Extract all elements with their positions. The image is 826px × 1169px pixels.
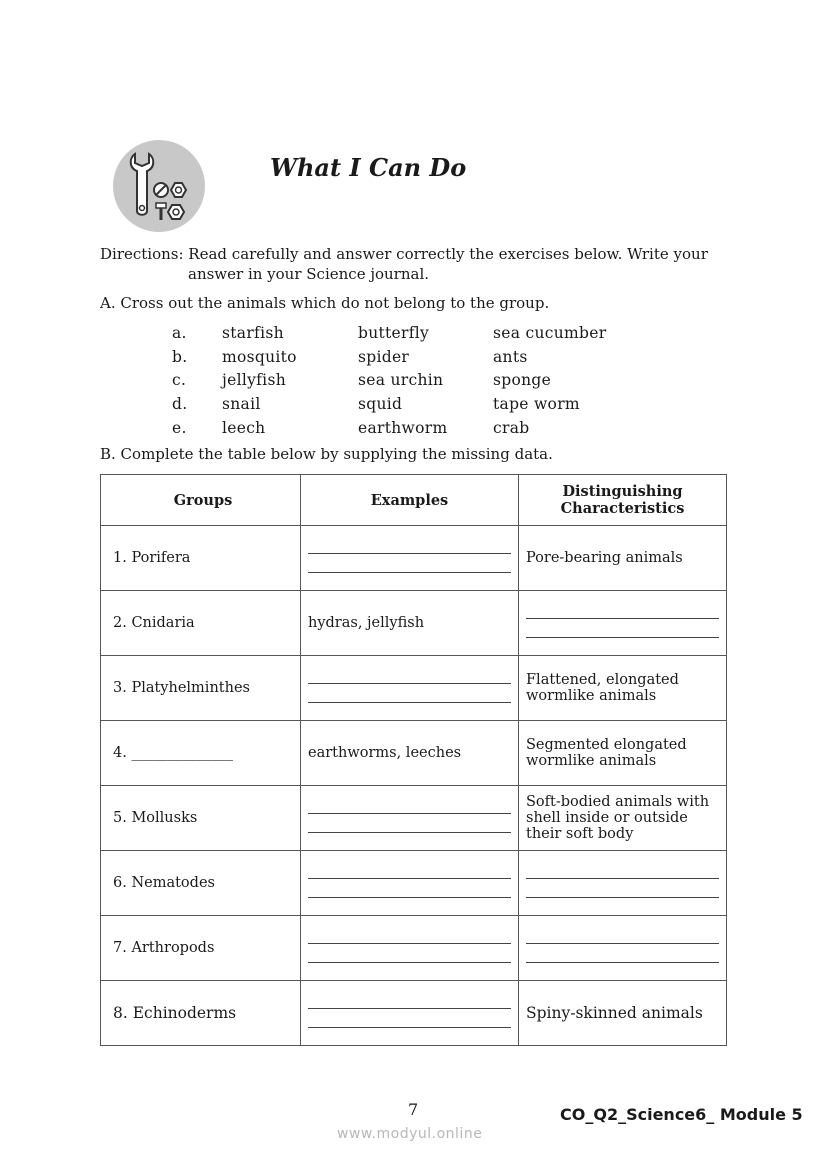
characteristics-cell: Soft-bodied animals with shell inside or outside their soft body — [519, 786, 727, 851]
item-letter: c. — [172, 371, 187, 389]
item-letter: d. — [172, 395, 188, 413]
group-cell: 3. Platyhelminthes — [101, 656, 301, 721]
examples-blank[interactable] — [301, 981, 519, 1046]
header-examples: Examples — [301, 475, 519, 526]
classification-table — [100, 474, 727, 1046]
table-row — [101, 786, 727, 851]
characteristics-cell: Spiny-skinned animals — [519, 981, 727, 1046]
animal-word: snail — [222, 395, 261, 413]
table-row — [101, 721, 727, 786]
animal-word: sponge — [493, 371, 552, 389]
animal-word: mosquito — [222, 348, 297, 366]
group-cell: 5. Mollusks — [101, 786, 301, 851]
table-row — [101, 656, 727, 721]
animal-word: crab — [493, 419, 530, 437]
group-cell: 7. Arthropods — [101, 916, 301, 981]
characteristics-blank[interactable] — [519, 851, 727, 916]
animal-word: jellyfish — [222, 371, 286, 389]
characteristics-cell: Pore-bearing animals — [519, 526, 727, 591]
item-letter: b. — [172, 348, 188, 366]
examples-blank[interactable] — [301, 916, 519, 981]
group-cell: 8. Echinoderms — [101, 981, 301, 1046]
table-header-row — [101, 475, 727, 526]
characteristics-blank[interactable] — [519, 916, 727, 981]
module-footer: CO_Q2_Science6_ Module 5 — [560, 1105, 803, 1124]
animal-word: earthworm — [358, 419, 448, 437]
examples-cell: earthworms, leeches — [301, 721, 519, 786]
animal-word: sea urchin — [358, 371, 444, 389]
examples-blank[interactable] — [301, 656, 519, 721]
animal-word: spider — [358, 348, 410, 366]
animal-word: ants — [493, 348, 528, 366]
directions — [100, 244, 720, 284]
animal-word: tape worm — [493, 395, 580, 413]
section-b-instruction: B. Complete the table below by supplying the missing data. — [100, 445, 553, 463]
animal-word: starfish — [222, 324, 284, 342]
header-groups: Groups — [101, 475, 301, 526]
examples-blank[interactable] — [301, 526, 519, 591]
directions-line-1: Directions: Read carefully and answer correctly the exercises below. Write your — [100, 245, 708, 263]
animal-word: butterfly — [358, 324, 430, 342]
characteristics-blank[interactable] — [519, 591, 727, 656]
characteristics-cell: Segmented elongated wormlike animals — [519, 721, 727, 786]
animal-word: leech — [222, 419, 266, 437]
animal-word: squid — [358, 395, 403, 413]
header-characteristics: Distinguishing Characteristics — [519, 475, 727, 526]
examples-blank[interactable] — [301, 851, 519, 916]
table-row — [101, 526, 727, 591]
page-title: What I Can Do — [270, 153, 467, 182]
item-letter: e. — [172, 419, 187, 437]
page-number: 7 — [408, 1100, 419, 1119]
examples-cell: hydras, jellyfish — [301, 591, 519, 656]
group-cell: 2. Cnidaria — [101, 591, 301, 656]
table-row — [101, 981, 727, 1046]
animal-word: sea cucumber — [493, 324, 607, 342]
group-cell: 6. Nematodes — [101, 851, 301, 916]
watermark: www.modyul.online — [337, 1126, 483, 1142]
wrench-tools-icon — [113, 140, 205, 232]
section-a-instruction: A. Cross out the animals which do not belong to the group. — [100, 294, 550, 312]
characteristics-cell: Flattened, elongated wormlike animals — [519, 656, 727, 721]
table-row — [101, 591, 727, 656]
examples-blank[interactable] — [301, 786, 519, 851]
wrench-tools-graphic — [113, 140, 205, 232]
table-row — [101, 851, 727, 916]
item-letter: a. — [172, 324, 187, 342]
table-row — [101, 916, 727, 981]
group-cell: 1. Porifera — [101, 526, 301, 591]
group-cell-blank[interactable]: 4. ______________ — [101, 721, 301, 786]
directions-line-2: answer in your Science journal. — [188, 265, 430, 283]
